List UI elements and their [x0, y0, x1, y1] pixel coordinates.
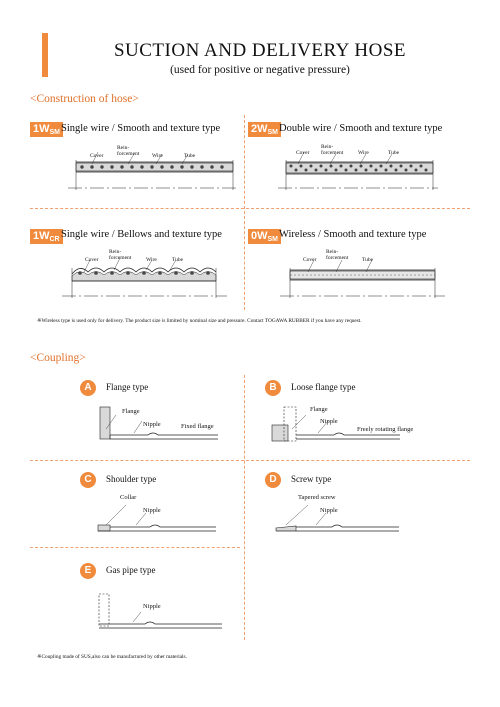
label-nipple: Nipple: [320, 507, 338, 514]
label-tube: Tube: [172, 257, 184, 263]
label-wire: Wire: [358, 150, 369, 156]
construction-note: ※Wireless type is used only for delivery. The product size is limited by nominal size and pressure. Contact TOGAWA RUBBER if you have any request.: [37, 318, 362, 324]
divider: [30, 460, 470, 461]
coupling-type-title: Gas pipe type: [106, 565, 156, 575]
label-tube: Tube: [362, 257, 374, 263]
label-tube: Tube: [184, 153, 196, 159]
coupling-type-title: Screw type: [291, 474, 332, 484]
label-tapered-screw: Tapered screw: [298, 494, 336, 501]
coupling-letter-badge: C: [80, 472, 96, 488]
label-wire: Wire: [146, 257, 157, 263]
hose-type-title: Single wire / Bellows and texture type: [61, 229, 222, 240]
hose-diagram-double-wire-smooth: [278, 140, 448, 195]
hose-code-badge: $0W_{SM}$: [248, 229, 281, 244]
construction-heading: <Construction of hose>: [30, 93, 139, 105]
label-reinforcement: Rein- forcement: [117, 145, 140, 157]
hose-code-badge: $2W_{SM}$: [248, 122, 281, 137]
hose-diagram-single-wire-smooth: [68, 140, 238, 195]
coupling-diagram-flange: [98, 405, 248, 445]
coupling-heading: <Coupling>: [30, 352, 86, 364]
hose-type-title: Wireless / Smooth and texture type: [279, 229, 427, 240]
hose-code-badge: $1W_{SM}$: [30, 122, 63, 137]
label-reinforcement: Rein- forcement: [109, 249, 132, 261]
label-freely-rotating-flange: Freely rotating flange: [357, 426, 414, 433]
page-title: SUCTION AND DELIVERY HOSE: [113, 40, 407, 61]
label-tube: Tube: [388, 150, 400, 156]
label-cover: Cover: [296, 150, 310, 156]
hose-type-title: Double wire / Smooth and texture type: [279, 123, 443, 134]
divider: [30, 208, 470, 209]
coupling-diagram-gas-pipe: [97, 592, 247, 632]
divider: [244, 115, 245, 310]
label-cover: Cover: [90, 153, 104, 159]
coupling-type-title: Flange type: [106, 382, 149, 392]
label-reinforcement: Rein- forcement: [321, 144, 344, 156]
label-reinforcement: Rein- forcement: [326, 249, 349, 261]
hose-type-title: Single wire / Smooth and texture type: [61, 123, 221, 134]
coupling-type-title: Loose flange type: [291, 382, 356, 392]
label-cover: Cover: [303, 257, 317, 263]
coupling-letter-badge: B: [265, 380, 281, 396]
label-collar: Collar: [120, 494, 137, 501]
coupling-diagram-screw: [274, 497, 424, 537]
title-accent-bar: [42, 33, 48, 77]
coupling-note: ※Coupling made of SUS,also can be manufactured by other materials.: [37, 654, 187, 660]
label-nipple: Nipple: [143, 603, 161, 610]
label-cover: Cover: [85, 257, 99, 263]
label-fixed-flange: Fixed flange: [181, 423, 214, 430]
label-nipple: Nipple: [143, 421, 161, 428]
coupling-diagram-loose-flange: [270, 405, 420, 445]
coupling-letter-badge: D: [265, 472, 281, 488]
coupling-diagram-shoulder: [96, 497, 246, 537]
label-flange: Flange: [310, 406, 328, 413]
label-nipple: Nipple: [143, 507, 161, 514]
label-wire: Wire: [152, 153, 163, 159]
coupling-letter-badge: E: [80, 563, 96, 579]
label-nipple: Nipple: [320, 418, 338, 425]
divider: [30, 547, 240, 548]
coupling-type-title: Shoulder type: [106, 474, 157, 484]
page-subtitle: (used for positive or negative pressure): [170, 64, 350, 76]
coupling-letter-badge: A: [80, 380, 96, 396]
hose-code-badge: $1W_{CR}$: [30, 229, 63, 244]
label-flange: Flange: [122, 408, 140, 415]
